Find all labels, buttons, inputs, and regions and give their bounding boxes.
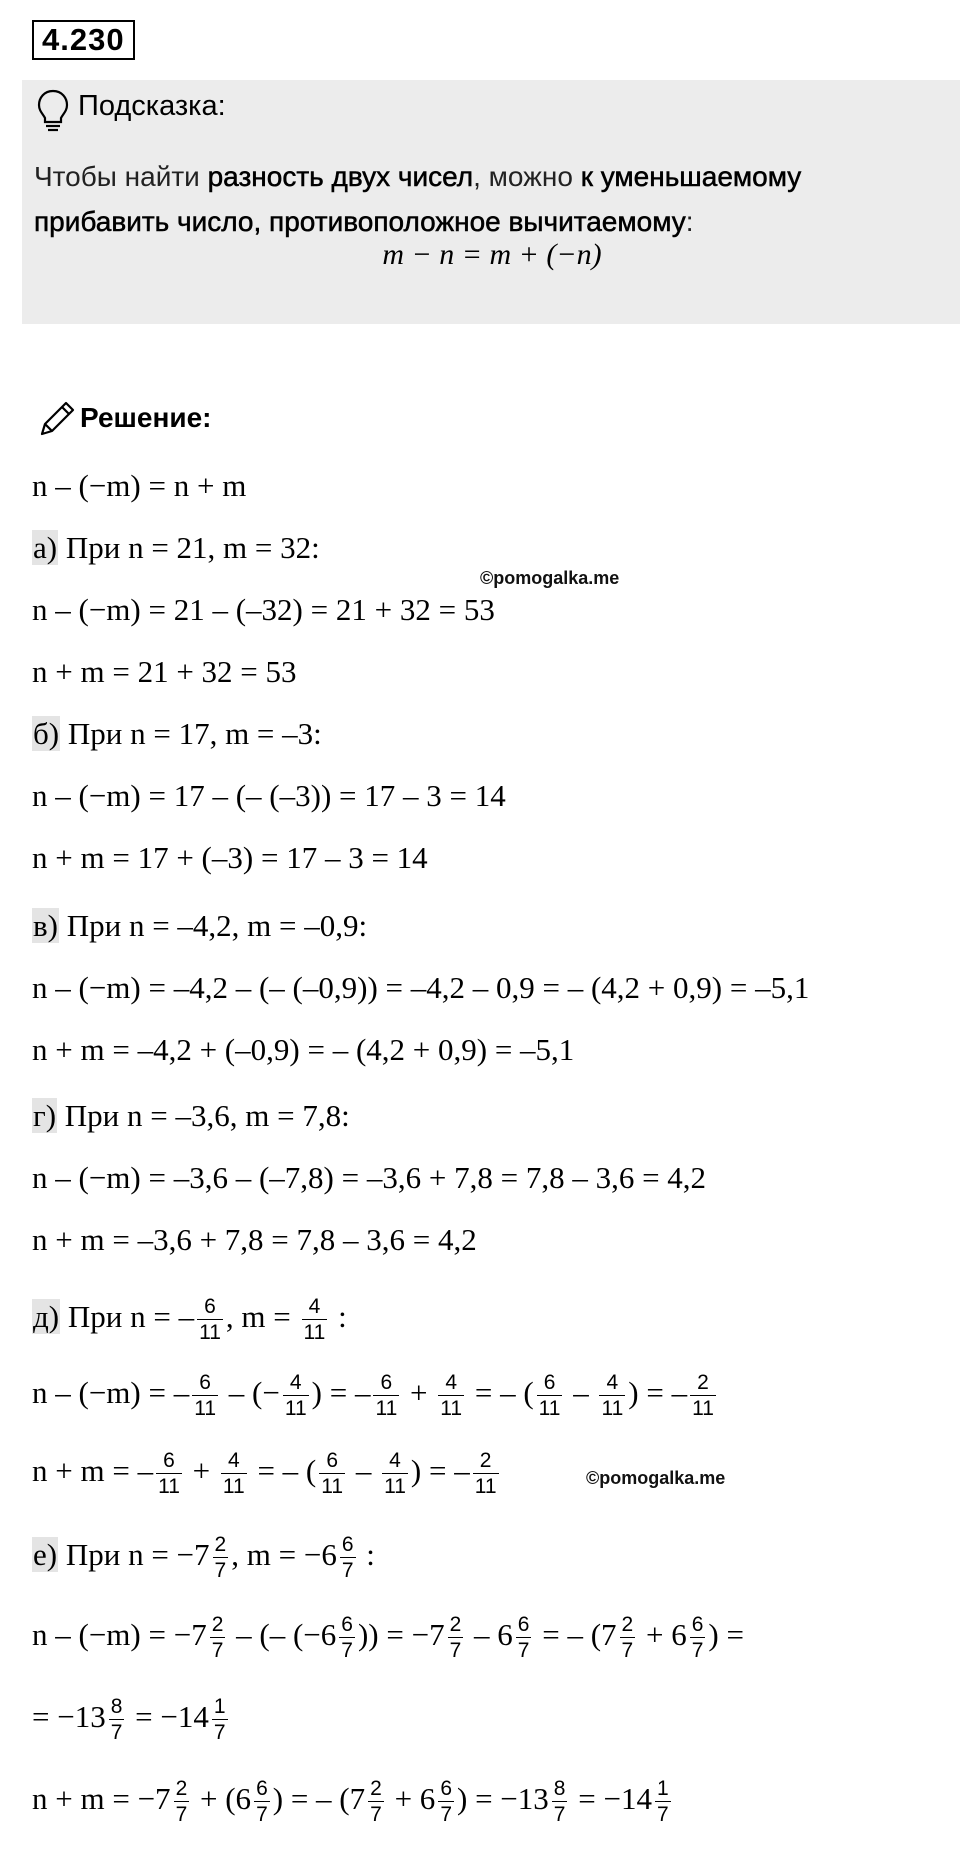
- part-g-label: г): [33, 1098, 57, 1133]
- fraction-num: 2: [621, 1613, 634, 1637]
- fraction: [210, 1612, 226, 1663]
- part-v-line-1: n – (−m) = –4,2 – (– (–0,9)) = –4,2 – 0,9 = – (4,2 + 0,9) = –5,1: [32, 970, 810, 1005]
- fraction: [302, 1294, 328, 1345]
- fraction-num: 4: [599, 1370, 625, 1396]
- part-g-cond-text: При n = –3,6, m = 7,8:: [57, 1098, 350, 1133]
- fraction-num: 2: [473, 1448, 499, 1474]
- fraction-num: 6: [192, 1370, 218, 1396]
- fraction-num: 4: [438, 1370, 464, 1396]
- e1-d: – 6: [466, 1617, 513, 1652]
- part-g-line-1: n – (−m) = –3,6 – (–7,8) = –3,6 + 7,8 = 7,8 – 3,6 = 4,2: [32, 1160, 707, 1195]
- fraction: [213, 1532, 229, 1583]
- e1-f: + 6: [638, 1617, 687, 1652]
- part-g-condition: [32, 1096, 350, 1136]
- part-v-label: в): [33, 908, 58, 943]
- e1-a: n – (−m) = −7: [32, 1617, 207, 1652]
- e3-b: + (6: [192, 1781, 252, 1816]
- part-d-line-2: [32, 1444, 502, 1499]
- fraction-num: 6: [373, 1370, 399, 1396]
- e2-b: = −14: [127, 1699, 209, 1734]
- fraction-den: 7: [341, 1559, 354, 1583]
- hint-text-5: :: [685, 206, 694, 237]
- hint-text-3: , можно: [473, 161, 581, 192]
- fraction: [192, 1370, 218, 1421]
- fraction-den: 7: [214, 1559, 227, 1583]
- solution-title: Решение:: [80, 402, 212, 433]
- fraction: [221, 1448, 247, 1499]
- fraction: [340, 1532, 356, 1583]
- fraction: [537, 1370, 563, 1421]
- fraction-den: 7: [553, 1803, 566, 1827]
- fraction-num: 6: [197, 1294, 223, 1320]
- part-a-cond-text: При n = 21, m = 32:: [58, 530, 320, 565]
- part-v-line-2: n + m = –4,2 + (–0,9) = – (4,2 + 0,9) = –5,1: [32, 1032, 575, 1067]
- fraction-num: 6: [517, 1613, 530, 1637]
- fraction-den: 7: [691, 1639, 704, 1663]
- fraction: [382, 1448, 408, 1499]
- fraction-num: 6: [319, 1448, 345, 1474]
- d1-g: ) = –: [628, 1375, 688, 1410]
- e3-d: + 6: [386, 1781, 436, 1816]
- d2-b: +: [184, 1453, 218, 1488]
- d2-a: n + m = –: [32, 1453, 154, 1488]
- fraction-num: 2: [690, 1370, 716, 1396]
- e3-f: = −14: [570, 1781, 652, 1816]
- watermark: ©pomogalka.me: [586, 1468, 726, 1488]
- part-e-cond-c: :: [358, 1537, 375, 1572]
- fraction: [197, 1294, 223, 1345]
- fraction: [109, 1694, 125, 1745]
- part-d-cond-b: , m =: [225, 1299, 299, 1334]
- fraction: [620, 1612, 636, 1663]
- part-a-label: а): [33, 530, 58, 565]
- hint-formula: m − n = m + (−n): [382, 238, 602, 271]
- problem-number: 4.230: [32, 20, 135, 60]
- fraction-num: 6: [341, 1533, 354, 1557]
- e2-a: = −13: [32, 1699, 106, 1734]
- part-b-label: б): [33, 716, 60, 751]
- fraction-num: 2: [175, 1777, 188, 1801]
- lightbulb-icon: [36, 88, 70, 134]
- fraction-den: 11: [601, 1397, 624, 1421]
- fraction-den: 7: [213, 1721, 226, 1745]
- hint-text-1: Чтобы найти: [34, 161, 208, 192]
- part-b-cond-text: При n = 17, m = –3:: [60, 716, 322, 751]
- hint-title: Подсказка:: [78, 90, 226, 122]
- part-b-line-1: n – (−m) = 17 – (– (–3)) = 17 – 3 = 14: [32, 778, 506, 813]
- fraction: [368, 1776, 384, 1827]
- fraction-den: 7: [517, 1639, 530, 1663]
- fraction-num: 2: [449, 1613, 462, 1637]
- fraction-den: 7: [110, 1721, 123, 1745]
- fraction-den: 7: [656, 1803, 669, 1827]
- fraction-den: 7: [621, 1639, 634, 1663]
- hint-text-bold-1: разность двух чисел: [207, 161, 474, 192]
- fraction-den: 11: [692, 1397, 714, 1421]
- part-d-condition: [32, 1290, 347, 1345]
- part-a-condition: [32, 528, 320, 568]
- e3-e: ) = −13: [457, 1781, 549, 1816]
- fraction: [655, 1776, 671, 1827]
- d1-f: –: [565, 1375, 597, 1410]
- fraction: [254, 1776, 270, 1827]
- d1-d: +: [402, 1375, 436, 1410]
- fraction-den: 11: [538, 1397, 561, 1421]
- e1-c: )) = −7: [357, 1617, 445, 1652]
- part-v-cond-text: При n = –4,2, m = –0,9:: [58, 908, 368, 943]
- part-e-line-2: [32, 1688, 231, 1746]
- pencil-icon: [36, 398, 78, 440]
- part-e-line-3: [32, 1770, 674, 1828]
- d2-c: = – (: [249, 1453, 317, 1488]
- fraction-den: 7: [370, 1803, 382, 1827]
- watermark: ©pomogalka.me: [480, 568, 620, 588]
- part-e-condition: [32, 1526, 375, 1584]
- fraction: [516, 1612, 532, 1663]
- part-d-cond-c: :: [330, 1299, 347, 1334]
- fraction: [212, 1694, 228, 1745]
- part-e-cond-b: , m = −6: [231, 1537, 337, 1572]
- part-g-line-2: n + m = –3,6 + 7,8 = 7,8 – 3,6 = 4,2: [32, 1222, 477, 1257]
- e1-e: = – (7: [534, 1617, 617, 1652]
- fraction-den: 11: [194, 1397, 217, 1421]
- part-v-condition: [32, 906, 367, 946]
- part-b-line-2: n + m = 17 + (–3) = 17 – 3 = 14: [32, 840, 428, 875]
- fraction-num: 8: [110, 1695, 123, 1719]
- fraction-den: 11: [384, 1475, 406, 1499]
- fraction-num: 6: [691, 1613, 704, 1637]
- part-d-line-1: [32, 1366, 719, 1421]
- fraction: [283, 1370, 309, 1421]
- fraction-num: 4: [221, 1448, 247, 1474]
- fraction-num: 6: [341, 1613, 353, 1637]
- fraction-den: 7: [341, 1639, 353, 1663]
- fraction-num: 2: [214, 1533, 227, 1557]
- hint-box: [22, 80, 960, 324]
- fraction: [319, 1448, 345, 1499]
- part-e-cond-a: При n = −7: [58, 1537, 210, 1572]
- fraction-num: 1: [213, 1695, 226, 1719]
- fraction-den: 11: [158, 1475, 180, 1499]
- hint-text: [34, 154, 944, 244]
- d1-b: – (−: [221, 1375, 280, 1410]
- part-d-cond-a: При n = –: [60, 1299, 195, 1334]
- fraction-den: 11: [222, 1475, 245, 1499]
- d1-a: n – (−m) = –: [32, 1375, 190, 1410]
- fraction-den: 11: [321, 1475, 344, 1499]
- fraction-num: 4: [302, 1294, 328, 1320]
- fraction-num: 4: [283, 1370, 309, 1396]
- d2-e: ) = –: [410, 1453, 470, 1488]
- fraction-num: 6: [256, 1777, 268, 1801]
- fraction-den: 11: [440, 1397, 463, 1421]
- fraction-den: 7: [440, 1803, 452, 1827]
- fraction-den: 7: [256, 1803, 268, 1827]
- part-e-line-1: [32, 1606, 744, 1664]
- fraction-den: 11: [303, 1321, 326, 1345]
- solution-intro: n – (−m) = n + m: [32, 468, 247, 503]
- fraction: [373, 1370, 399, 1421]
- fraction-den: 11: [199, 1321, 221, 1345]
- fraction: [438, 1370, 464, 1421]
- fraction: [690, 1612, 706, 1663]
- d2-d: –: [348, 1453, 380, 1488]
- fraction-den: 7: [175, 1803, 188, 1827]
- fraction-den: 11: [284, 1397, 307, 1421]
- fraction-num: 2: [211, 1613, 224, 1637]
- fraction-den: 7: [449, 1639, 462, 1663]
- fraction: [473, 1448, 499, 1499]
- fraction-num: 4: [382, 1448, 408, 1474]
- e3-a: n + m = −7: [32, 1781, 171, 1816]
- fraction: [156, 1448, 182, 1499]
- fraction-num: 6: [440, 1777, 452, 1801]
- d1-e: = – (: [467, 1375, 534, 1410]
- part-e-label: е): [33, 1537, 58, 1572]
- e3-c: ) = – (7: [272, 1781, 366, 1816]
- part-a-line-2: n + m = 21 + 32 = 53: [32, 654, 297, 689]
- d1-c: ) = –: [311, 1375, 371, 1410]
- fraction-den: 11: [375, 1397, 398, 1421]
- fraction-num: 6: [537, 1370, 563, 1396]
- hint-text-bold-2: к уменьшаемому прибавить число, противоположное вычитаемому: [34, 161, 802, 237]
- fraction: [552, 1776, 568, 1827]
- part-d-label: д): [33, 1299, 60, 1334]
- fraction: [438, 1776, 454, 1827]
- part-b-condition: [32, 714, 322, 754]
- fraction: [599, 1370, 625, 1421]
- e1-b: – (– (−6: [228, 1617, 337, 1652]
- fraction: [339, 1612, 355, 1663]
- part-a-line-1: n – (−m) = 21 – (–32) = 21 + 32 = 53: [32, 592, 495, 627]
- fraction-den: 7: [211, 1639, 224, 1663]
- fraction-num: 2: [370, 1777, 382, 1801]
- e1-g: ) =: [708, 1617, 744, 1652]
- fraction: [690, 1370, 716, 1421]
- fraction-num: 8: [553, 1777, 566, 1801]
- fraction-den: 11: [474, 1475, 497, 1499]
- fraction-num: 6: [156, 1448, 182, 1474]
- fraction: [448, 1612, 464, 1663]
- fraction-num: 1: [656, 1777, 669, 1801]
- fraction: [174, 1776, 190, 1827]
